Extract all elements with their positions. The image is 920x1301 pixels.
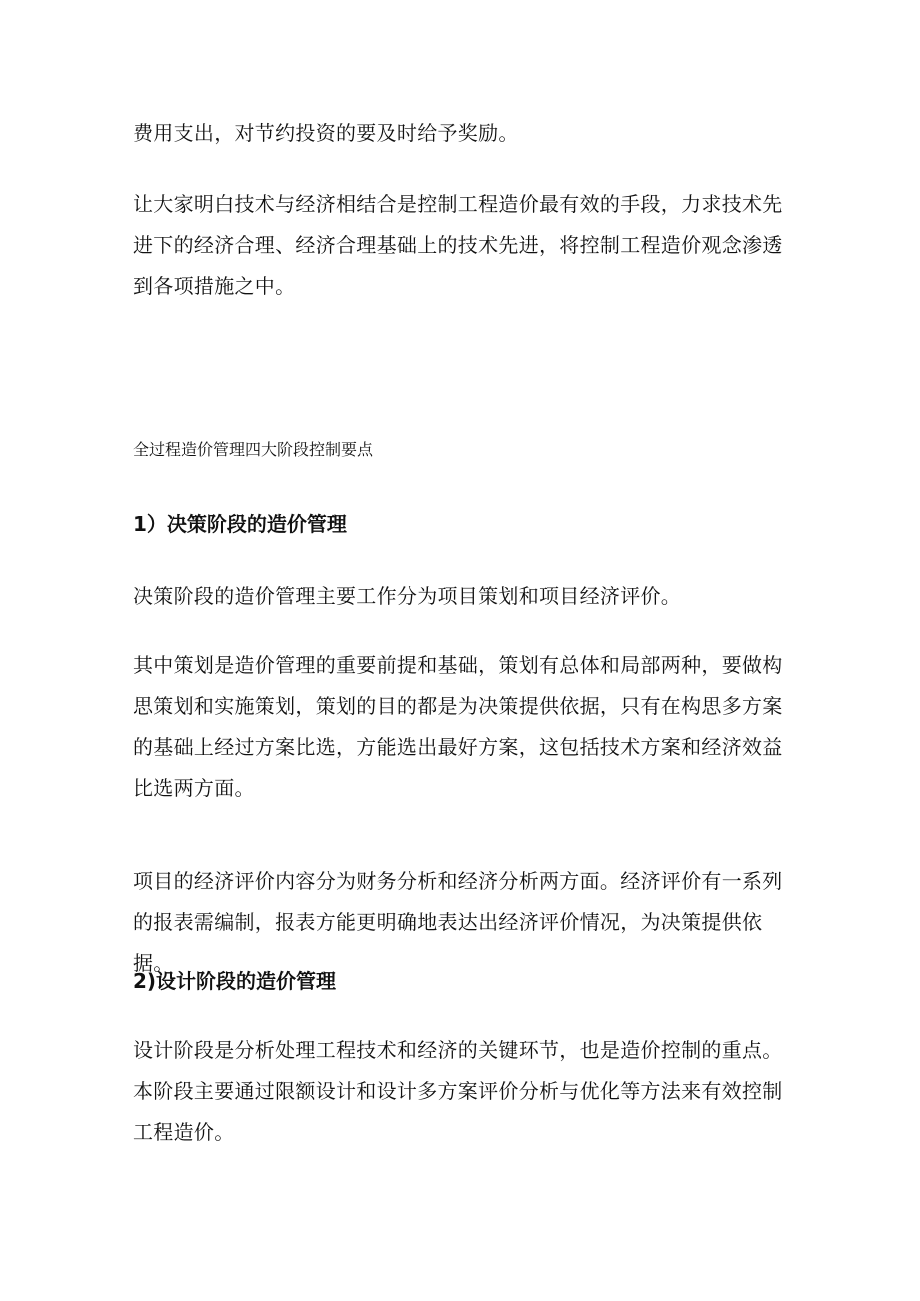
section-caption: 全过程造价管理四大阶段控制要点 [133,440,374,459]
paragraph-expense-reward: 费用支出，对节约投资的要及时给予奖励。 [133,121,519,145]
paragraph-design-stage: 设计阶段是分析处理工程技术和经济的关键环节，也是造价控制的重点。本阶段主要通过限额设计和设计多方案评价分析与优化等方法来有效控制工程造价。 [133,1038,783,1144]
paragraph-planning: 其中策划是造价管理的重要前提和基础，策划有总体和局部两种，要做构思策划和实施策划，策划的目的都是为决策提供依据，只有在构思多方案的基础上经过方案比选，方能选出最好方案，这包括技术方案和经济效益比选两方面。 [133,653,783,800]
paragraph-decision-stage-work: 决策阶段的造价管理主要工作分为项目策划和项目经济评价。 [133,584,682,608]
paragraph-technology-economy: 让大家明白技术与经济相结合是控制工程造价最有效的手段，力求技术先进下的经济合理、经济合理基础上的技术先进，将控制工程造价观念渗透到各项措施之中。 [133,192,783,298]
heading-design-stage: 2)设计阶段的造价管理 [133,969,337,993]
paragraph-economic-evaluation: 项目的经济评价内容分为财务分析和经济分析两方面。经济评价有一系列的报表需编制，报表方能更明确地表达出经济评价情况，为决策提供依据。 [133,869,783,975]
heading-decision-stage: 1）决策阶段的造价管理 [133,512,347,536]
